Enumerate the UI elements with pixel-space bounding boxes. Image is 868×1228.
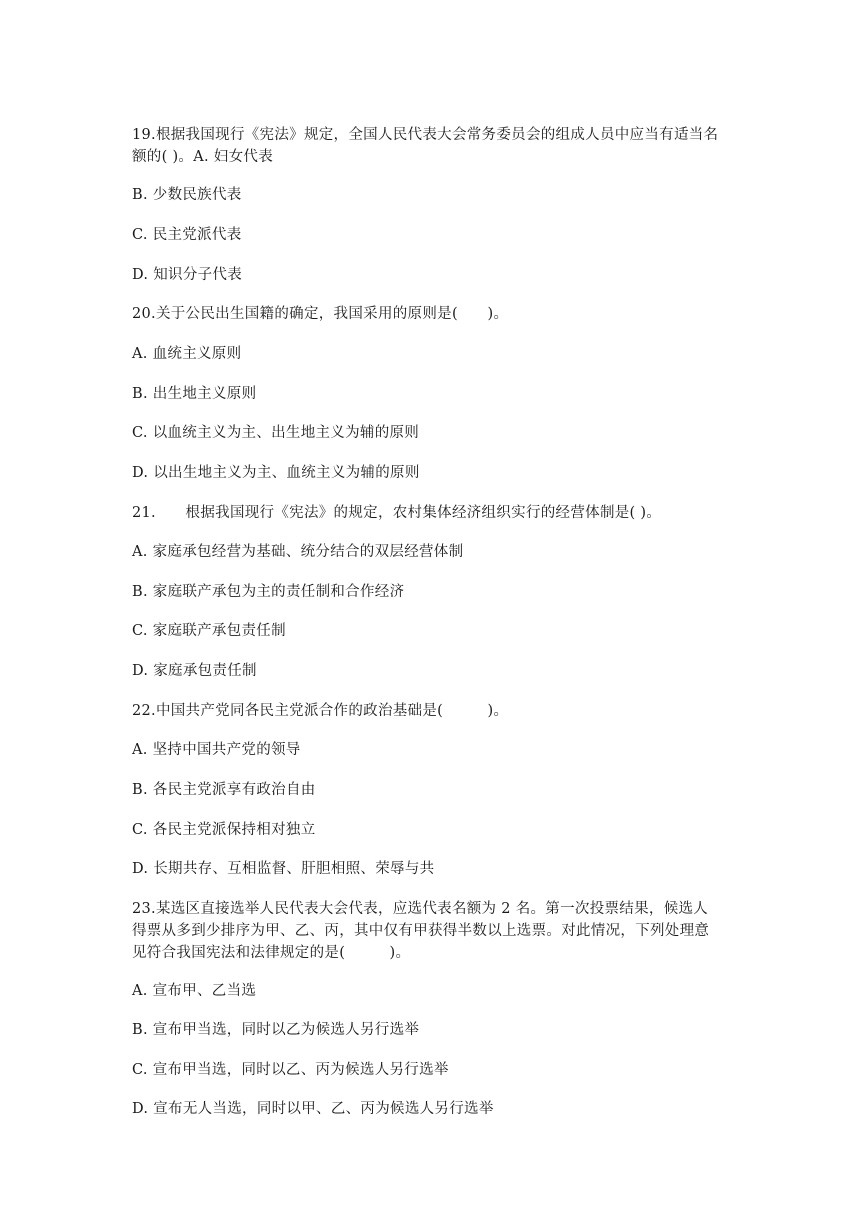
question-20-option-b: B. 出生地主义原则 [132, 386, 257, 402]
question-19-option-b: B. 少数民族代表 [132, 187, 242, 203]
question-20-option-d: D. 以出生地主义为主、血统主义为辅的原则 [132, 465, 420, 481]
question-21-option-d: D. 家庭承包责任制 [132, 663, 257, 679]
question-19-stem-line-2: 额的( )。A. 妇女代表 [132, 149, 274, 165]
question-23-option-d: D. 宣布无人当选，同时以甲、乙、丙为候选人另行选举 [132, 1101, 494, 1117]
question-23-stem-line-3: 见符合我国宪法和法律规定的是( )。 [132, 945, 411, 961]
question-22-option-d: D. 长期共存、互相监督、肝胆相照、荣辱与共 [132, 861, 435, 877]
question-20-option-c: C. 以血统主义为主、出生地主义为辅的原则 [132, 425, 420, 441]
question-21-option-a: A. 家庭承包经营为基础、统分结合的双层经营体制 [132, 544, 464, 560]
question-20-option-a: A. 血统主义原则 [132, 346, 242, 362]
question-19-option-d: D. 知识分子代表 [132, 267, 243, 283]
question-22-option-a: A. 坚持中国共产党的领导 [132, 742, 301, 758]
question-22-stem-line-1: 22.中国共产党同各民主党派合作的政治基础是( )。 [132, 703, 509, 719]
question-21-option-b: B. 家庭联产承包为主的责任制和合作经济 [132, 584, 405, 600]
question-19-stem-line-1: 19.根据我国现行《宪法》规定，全国人民代表大会常务委员会的组成人员中应当有适当名 [132, 127, 719, 143]
question-23-option-a: A. 宣布甲、乙当选 [132, 983, 257, 999]
question-22-option-b: B. 各民主党派享有政治自由 [132, 782, 316, 798]
question-21-option-c: C. 家庭联产承包责任制 [132, 623, 286, 639]
question-22-option-c: C. 各民主党派保持相对独立 [132, 822, 316, 838]
question-19-option-c: C. 民主党派代表 [132, 227, 242, 243]
question-23-stem-line-2: 得票从多到少排序为甲、乙、丙，其中仅有甲获得半数以上选票。对此情况，下列处理意 [132, 923, 710, 939]
question-20-stem-line-1: 20.关于公民出生国籍的确定，我国采用的原则是( )。 [132, 306, 509, 322]
question-23-stem-line-1: 23.某选区直接选举人民代表大会代表，应选代表名额为 2 名。第一次投票结果，候选人 [132, 901, 709, 917]
question-21-stem-line-1: 21. 根据我国现行《宪法》的规定，农村集体经济组织实行的经营体制是( )。 [132, 505, 662, 521]
question-23-option-c: C. 宣布甲当选，同时以乙、丙为候选人另行选举 [132, 1062, 449, 1078]
question-23-option-b: B. 宣布甲当选，同时以乙为候选人另行选举 [132, 1022, 420, 1038]
